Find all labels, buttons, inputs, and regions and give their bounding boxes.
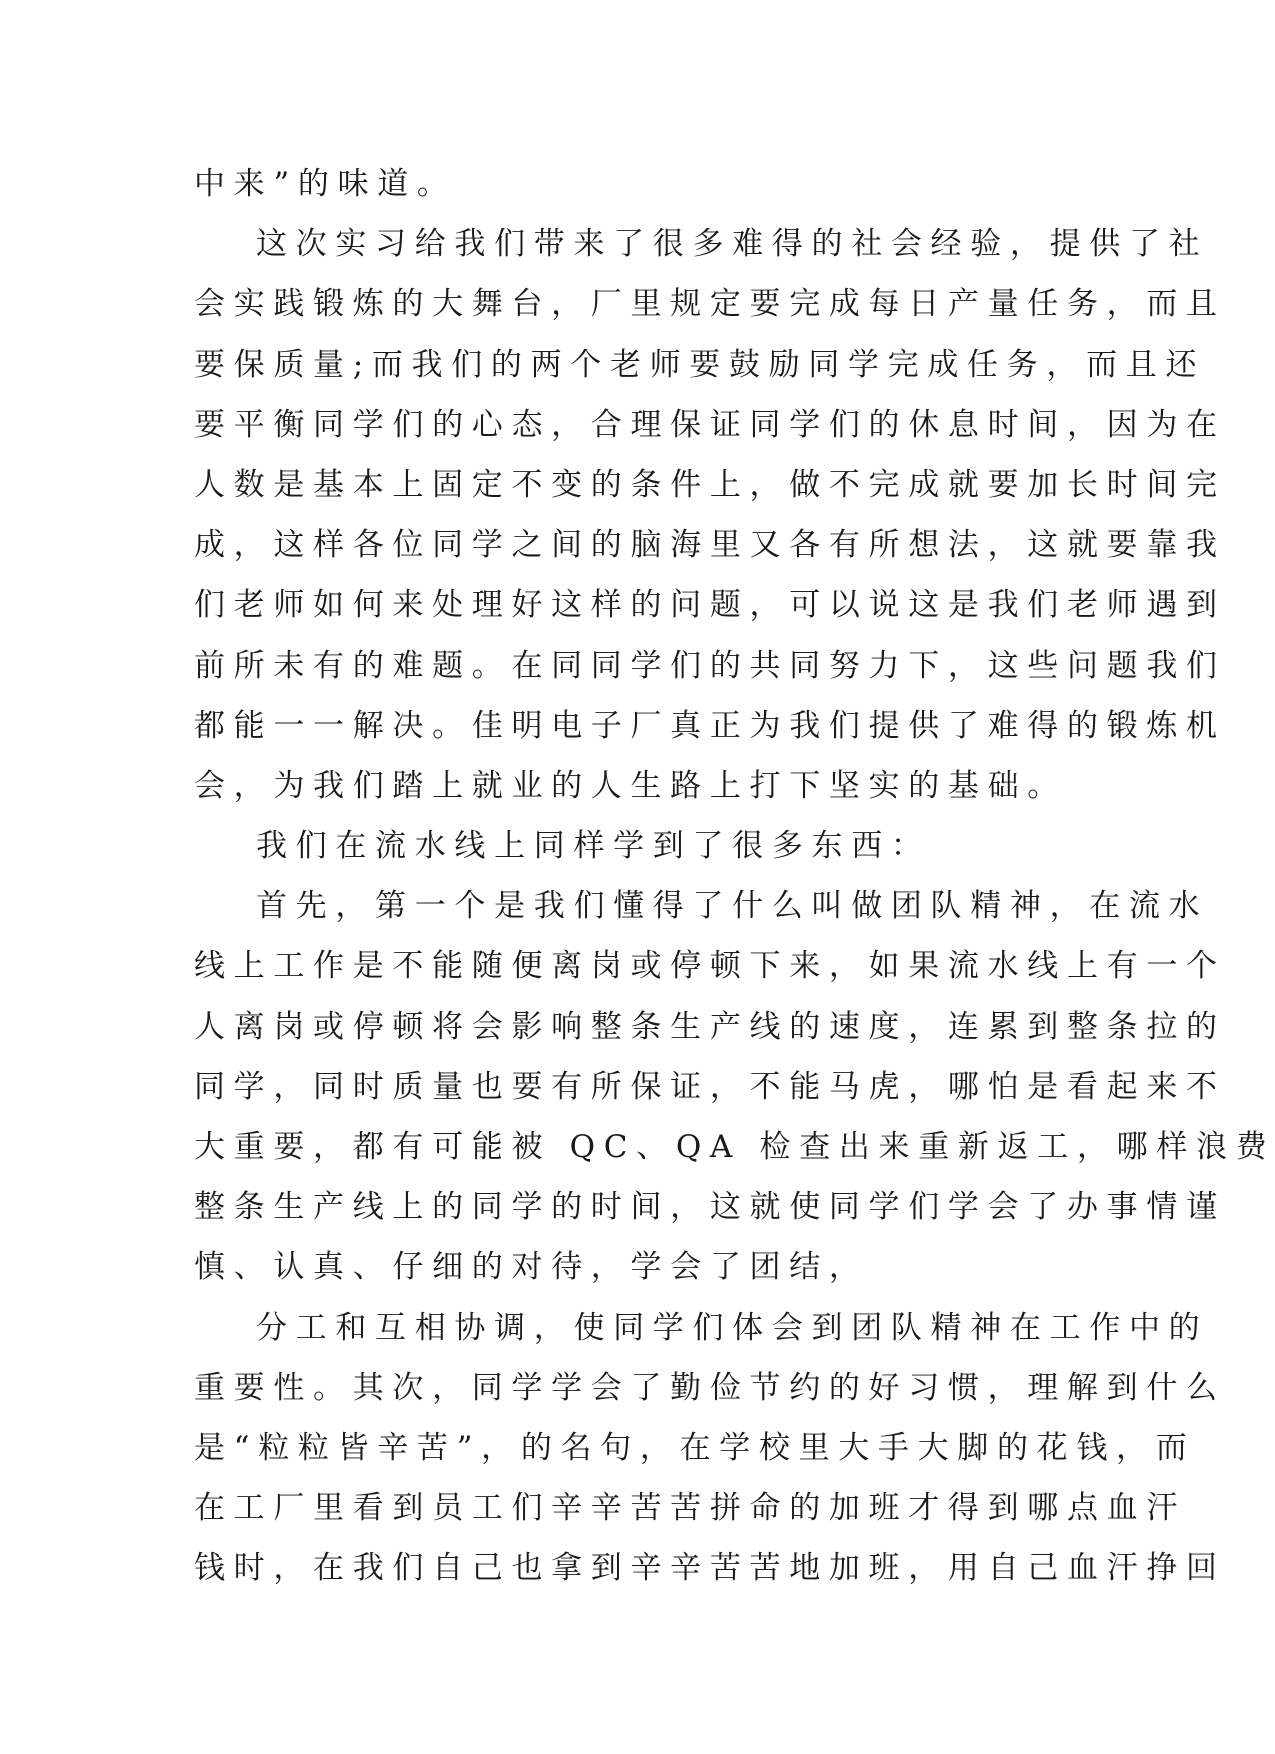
text-line: 钱时，在我们自己也拿到辛辛苦苦地加班，用自己血汗挣回 <box>194 1550 1226 1587</box>
text-line: 整条生产线上的同学的时间，这就使同学们学会了办事情谨 <box>194 1189 1226 1226</box>
text-line: 们老师如何来处理好这样的问题，可以说这是我们老师遇到 <box>194 587 1226 624</box>
text-line: 是“粒粒皆辛苦”，的名句，在学校里大手大脚的花钱，而 <box>194 1429 1196 1466</box>
text-line: 会实践锻炼的大舞台，厂里规定要完成每日产量任务，而且 <box>194 286 1226 323</box>
text-line: 中来”的味道。 <box>194 166 457 202</box>
text-line: 成，这样各位同学之间的脑海里又各有所想法，这就要靠我 <box>194 527 1226 564</box>
paragraph-start-line: 我们在流水线上同样学到了很多东西： <box>256 828 931 865</box>
text-line: 都能一一解决。佳明电子厂真正为我们提供了难得的锻炼机 <box>194 707 1226 744</box>
paragraph-start-line: 首先，第一个是我们懂得了什么叫做团队精神，在流水 <box>256 888 1209 925</box>
text-line: 同学，同时质量也要有所保证，不能马虎，哪怕是看起来不 <box>194 1068 1226 1105</box>
text-line: 前所未有的难题。在同同学们的共同努力下，这些问题我们 <box>194 647 1226 684</box>
text-line: 大重要，都有可能被 QC、QA 检查出来重新返工，哪样浪费 <box>194 1129 1275 1165</box>
text-line: 人数是基本上固定不变的条件上，做不完成就要加长时间完 <box>194 466 1226 503</box>
text-line: 要保质量;而我们的两个老师要鼓励同学完成任务，而且还 <box>194 346 1206 383</box>
text-line: 线上工作是不能随便离岗或停顿下来，如果流水线上有一个 <box>194 948 1226 985</box>
text-line: 重要性。其次，同学学会了勤俭节约的好习惯，理解到什么 <box>194 1369 1226 1406</box>
text-line: 在工厂里看到员工们辛辛苦苦拼命的加班才得到哪点血汗 <box>194 1490 1186 1527</box>
paragraph-start-line: 这次实习给我们带来了很多难得的社会经验，提供了社 <box>256 226 1209 263</box>
body-text <box>194 154 1275 1599</box>
text-line: 人离岗或停顿将会影响整条生产线的速度，连累到整条拉的 <box>194 1008 1226 1045</box>
text-line: 要平衡同学们的心态，合理保证同学们的休息时间，因为在 <box>194 406 1226 443</box>
text-line: 慎、认真、仔细的对待，学会了团结， <box>194 1249 869 1286</box>
text-line: 会，为我们踏上就业的人生路上打下坚实的基础。 <box>194 767 1067 804</box>
paragraph-start-line: 分工和互相协调，使同学们体会到团队精神在工作中的 <box>256 1309 1209 1346</box>
